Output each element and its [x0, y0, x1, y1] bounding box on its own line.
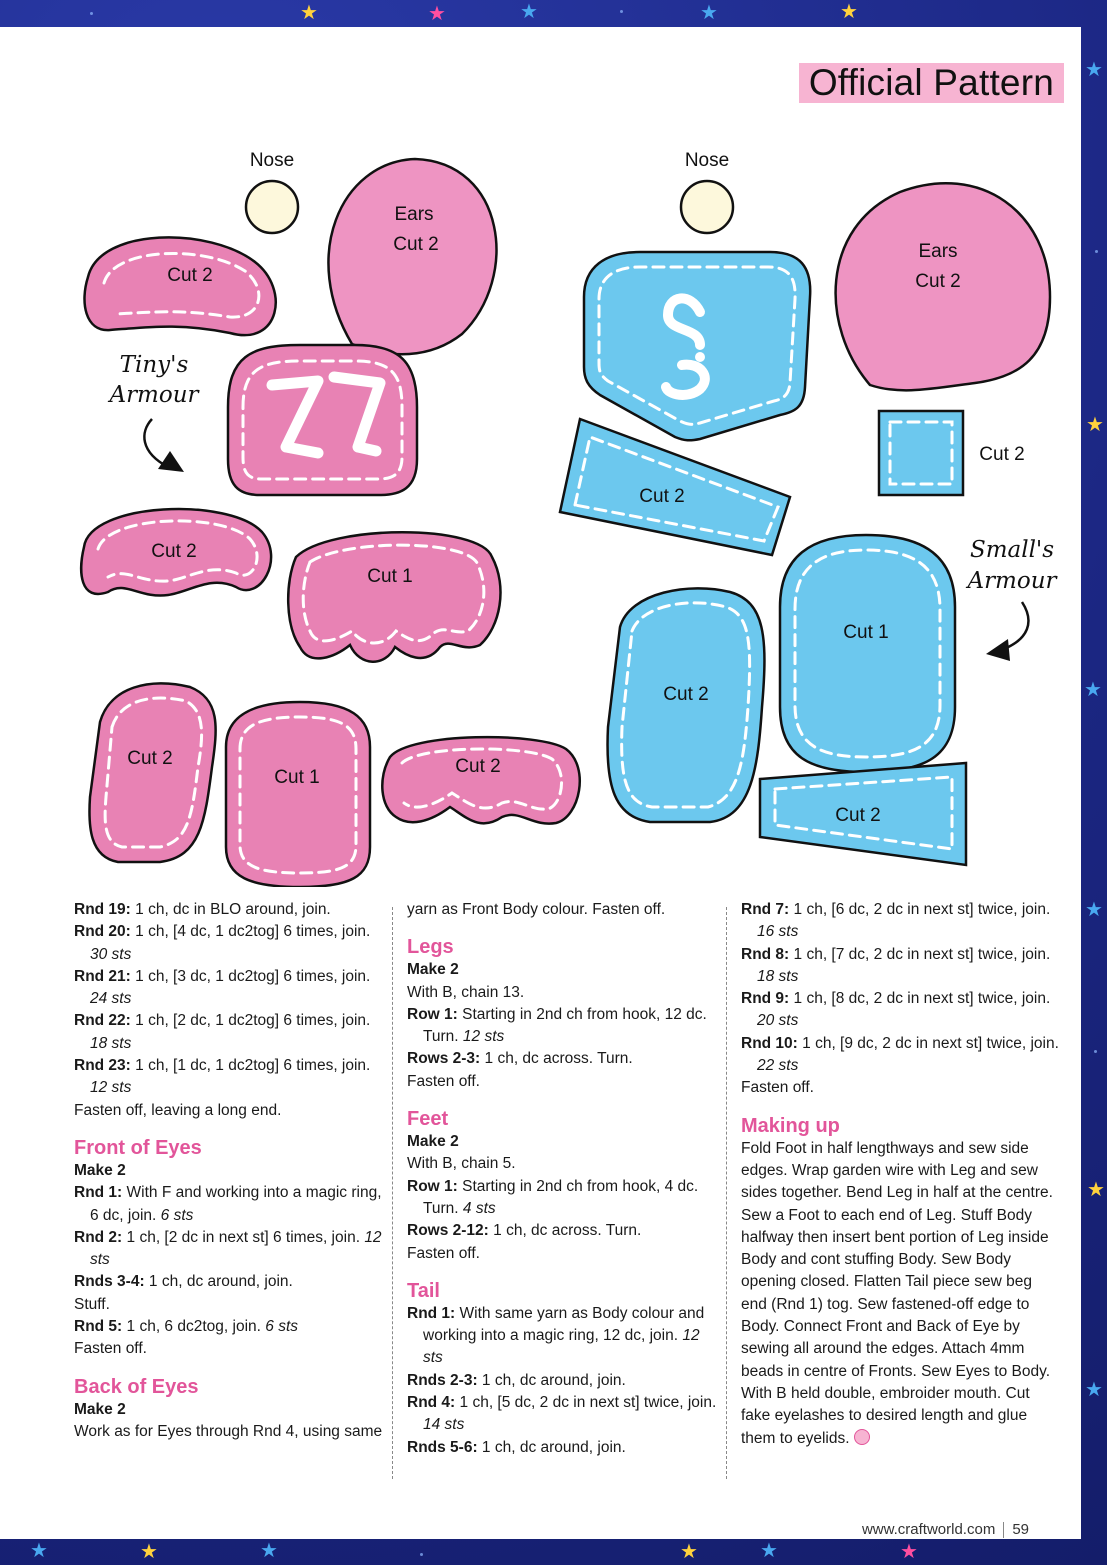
cut-label: Cut 2 [639, 486, 685, 507]
nose-label: Nose [249, 150, 295, 171]
cut-label: Cut 2 [915, 271, 961, 292]
instruction-row: Rnd 4: 1 ch, [5 dc, 2 dc in next st] twice, join. 14 sts [407, 1394, 717, 1434]
small-ear-piece [836, 183, 1050, 390]
small-armour-annotation [965, 537, 1058, 661]
sparkle-dot [420, 1553, 423, 1556]
instruction-row: Rnd 1: With same yarn as Body colour and working into a magic ring, 12 dc, join. 12 sts [407, 1304, 705, 1367]
star-icon: ★ [1087, 1179, 1105, 1201]
small-strap-piece-top [560, 419, 790, 555]
small-chest-piece [584, 252, 810, 440]
section-heading: Feet [407, 1108, 449, 1131]
star-icon: ★ [900, 1541, 918, 1563]
instruction-row: Rnds 3-4: 1 ch, dc around, join. [74, 1273, 293, 1291]
tiny-leg-piece-left [89, 683, 215, 862]
star-icon: ★ [1085, 59, 1103, 81]
instruction-row: Rnds 5-6: 1 ch, dc around, join. [407, 1438, 626, 1456]
instruction-row: Rnd 20: 1 ch, [4 dc, 1 dc2tog] 6 times, join. 30 sts [74, 923, 371, 963]
tiny-chest-piece [228, 345, 417, 495]
cut-label: Cut 2 [979, 444, 1025, 465]
star-icon: ★ [428, 3, 446, 25]
star-icon: ★ [680, 1541, 698, 1563]
ears-label: Ears [918, 241, 958, 262]
instruction-text: With B, chain 13. [407, 983, 525, 1001]
tiny-label-line1: Tiny's [119, 352, 189, 378]
small-strap-piece-bottom [760, 763, 966, 865]
website-link[interactable]: www.craftworld.com [861, 1521, 996, 1538]
page-sheet [0, 27, 1081, 1539]
instruction-text: Work as for Eyes through Rnd 4, using same [74, 1422, 383, 1440]
star-icon: ★ [840, 1, 858, 23]
cut-label: Cut 2 [393, 234, 439, 255]
sparkle-dot [620, 10, 623, 13]
instruction-row: Rnd 23: 1 ch, [1 dc, 1 dc2tog] 6 times, join. 12 sts [74, 1057, 371, 1097]
instruction-text: Fasten off. [407, 1244, 480, 1262]
instruction-row: Rows 2-3: 1 ch, dc across. Turn. [407, 1050, 633, 1068]
instruction-row: Rows 2-12: 1 ch, dc across. Turn. [407, 1222, 642, 1240]
instruction-row: Rnd 7: 1 ch, [6 dc, 2 dc in next st] twice, join. 16 sts [741, 901, 1051, 941]
column-1 [74, 899, 386, 1443]
tiny-shoulder-piece [84, 237, 275, 335]
cut-label: Cut 1 [367, 566, 413, 587]
cut-label: Cut 2 [167, 265, 213, 286]
sparkle-dot [90, 12, 93, 15]
tiny-label-line2: Armour [109, 382, 199, 408]
small-square-piece [879, 411, 1025, 495]
making-up-text: Fold Foot in half lengthways and sew side edges. Wrap garden wire with Leg and sew sides together. Bend Leg in half at the centre. Sew a Foot to each end of Leg. Stuff Body halfway then insert bent portion of Leg inside Body and cont stuffing Body. Sew Body opening closed. Flatten Tail piece sew beg end (Rnd 1) tog. Sew fastened-off edge to Body. Connect Front and Back of Eye by sewing all around the edges. Attach 4mm beads in centre of Fronts. Sew Eyes to Body. With B held double, embroider mouth. Cut fake eyelashes to desired length and glue them to eyelids. [741, 1139, 1053, 1447]
make-count: Make 2 [407, 1133, 459, 1151]
instruction-row: Row 1: Starting in 2nd ch from hook, 12 dc. Turn. 12 sts [407, 1005, 707, 1046]
instruction-text: With B, chain 5. [407, 1155, 516, 1173]
instruction-row: Rnds 2-3: 1 ch, dc around, join. [407, 1371, 626, 1389]
star-icon: ★ [1084, 679, 1102, 701]
small-label-line1: Small's [969, 537, 1055, 563]
instruction-text: Fasten off. [741, 1079, 814, 1097]
star-icon: ★ [520, 1, 538, 23]
cut-label: Cut 2 [127, 748, 173, 769]
star-icon: ★ [1086, 414, 1104, 436]
tiny-belt-piece-left [81, 509, 271, 596]
instruction-row: Rnd 22: 1 ch, [2 dc, 1 dc2tog] 6 times, join. 18 sts [74, 1012, 371, 1052]
page-title: Official Pattern [808, 62, 1054, 103]
tiny-nose-piece [246, 150, 298, 233]
ears-label: Ears [394, 204, 434, 225]
instruction-text: Fasten off, leaving a long end. [74, 1101, 282, 1119]
tiny-belt-piece-right [382, 737, 579, 823]
star-icon: ★ [140, 1541, 158, 1563]
cut-label: Cut 2 [835, 805, 881, 826]
section-heading: Front of Eyes [74, 1136, 202, 1159]
cut-label: Cut 2 [151, 541, 197, 562]
tiny-leg-piece-center [226, 702, 370, 887]
tiny-skirt-piece [288, 532, 500, 662]
section-heading: Tail [407, 1279, 440, 1302]
section-heading: Back of Eyes [74, 1375, 199, 1398]
instruction-row: Row 1: Starting in 2nd ch from hook, 4 dc. Turn. 4 sts [407, 1177, 699, 1217]
star-icon: ★ [260, 1540, 278, 1562]
cut-label: Cut 2 [663, 684, 709, 705]
column-3 [741, 899, 1059, 1450]
star-icon: ★ [300, 2, 318, 24]
section-heading: Making up [741, 1114, 840, 1137]
arrow-icon [158, 451, 184, 472]
instruction-row: Rnd 8: 1 ch, [7 dc, 2 dc in next st] twice, join. 18 sts [741, 945, 1051, 985]
instruction-row: Rnd 21: 1 ch, [3 dc, 1 dc2tog] 6 times, join. 24 sts [74, 967, 371, 1008]
sparkle-dot [1094, 1050, 1097, 1053]
instruction-row: Rnd 1: With F and working into a magic ring, 6 dc, join. 6 sts [74, 1184, 382, 1224]
cut-label: Cut 1 [274, 767, 320, 788]
tiny-ear-piece [328, 159, 496, 354]
tiny-armour-annotation [107, 352, 200, 472]
instruction-text: yarn as Front Body colour. Fasten off. [407, 901, 666, 918]
instruction-row: Rnd 9: 1 ch, [8 dc, 2 dc in next st] twice, join. 20 sts [741, 990, 1051, 1030]
small-nose-piece [681, 150, 733, 233]
star-icon: ★ [30, 1540, 48, 1562]
small-label-line2: Armour [967, 568, 1057, 594]
star-icon: ★ [1085, 899, 1103, 921]
instruction-row: Rnd 19: 1 ch, dc in BLO around, join. [74, 901, 331, 918]
star-icon: ★ [700, 2, 718, 24]
instruction-text: Fasten off. [407, 1072, 480, 1090]
arrow-icon [986, 639, 1010, 661]
make-count: Make 2 [74, 1161, 126, 1179]
instruction-row: Rnd 10: 1 ch, [9 dc, 2 dc in next st] twice, join. 22 sts [741, 1034, 1059, 1075]
pattern-pieces [0, 27, 1081, 887]
yarn-ball-icon [854, 1429, 870, 1445]
page-number: 59 [1012, 1521, 1029, 1538]
star-icon: ★ [760, 1540, 778, 1562]
instruction-row: Rnd 5: 1 ch, 6 dc2tog, join. 6 sts [74, 1318, 298, 1336]
star-icon: ★ [1085, 1379, 1103, 1401]
small-leg-piece-left [607, 588, 764, 822]
instruction-row: Rnd 2: 1 ch, [2 dc in next st] 6 times, join. 12 sts [74, 1228, 382, 1269]
column-divider [726, 907, 727, 1479]
sparkle-dot [1095, 250, 1098, 253]
section-heading: Legs [407, 936, 454, 959]
make-count: Make 2 [74, 1400, 126, 1418]
page-footer [862, 1521, 1029, 1538]
cut-label: Cut 1 [843, 622, 889, 643]
small-leg-piece-center [780, 535, 955, 772]
cut-label: Cut 2 [455, 756, 501, 777]
instruction-text: Stuff. [74, 1295, 110, 1313]
column-divider [392, 907, 393, 1479]
footer-separator [1003, 1522, 1004, 1538]
make-count: Make 2 [407, 961, 459, 979]
nose-label: Nose [684, 150, 730, 171]
column-2 [407, 899, 722, 1459]
instruction-text: Fasten off. [74, 1340, 147, 1358]
